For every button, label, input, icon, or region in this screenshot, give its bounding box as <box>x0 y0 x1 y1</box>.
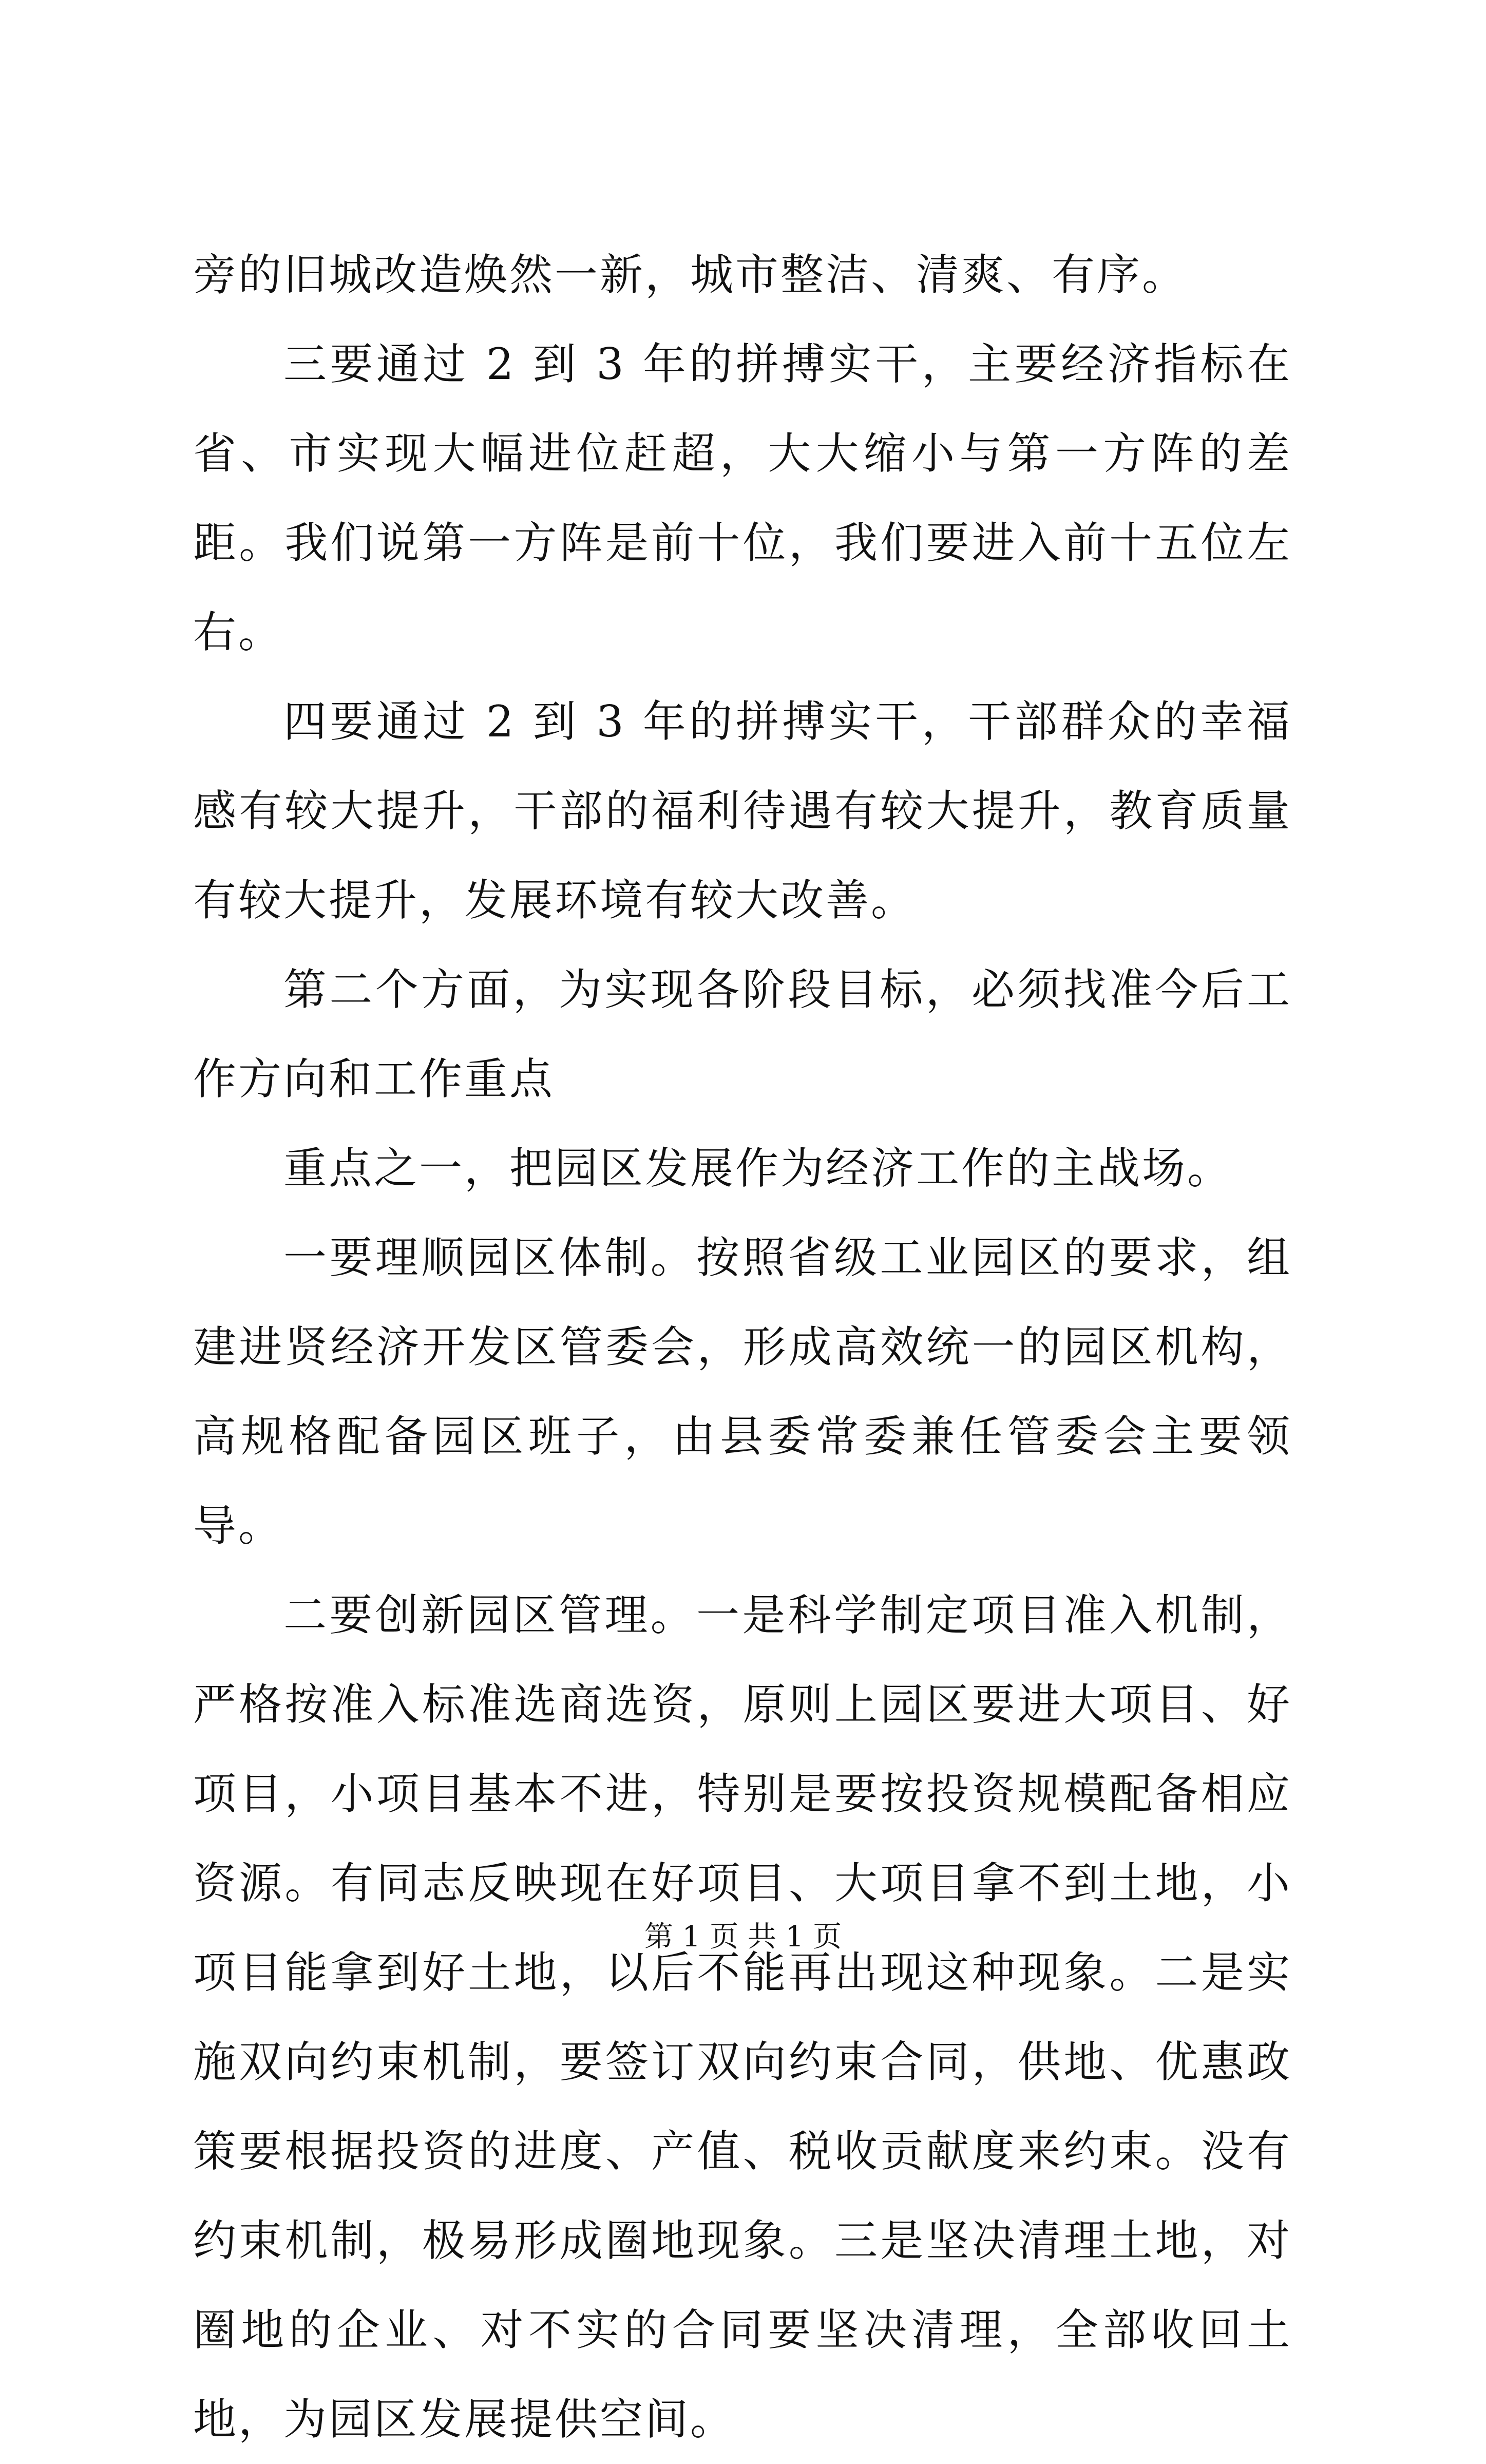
document-body <box>193 230 1292 2464</box>
paragraph-goal-four: 四要通过 2 到 3 年的拼搏实干，干部群众的幸福感有较大提升，干部的福利待遇有较大提升，教育质量有较大提升，发展环境有较大改善。 <box>193 696 1292 925</box>
paragraph-park-system: 一要理顺园区体制。按照省级工业园区的要求，组建进贤经济开发区管委会，形成高效统一的园区机构，高规格配备园区班子，由县委常委兼任管委会主要领导。 <box>193 1233 1292 1551</box>
page-footer: 第 1 页 共 1 页 <box>644 1920 842 1954</box>
paragraph-goal-three: 三要通过 2 到 3 年的拼搏实干，主要经济指标在省、市实现大幅进位赶超，大大缩小与第一方阵的差距。我们说第一方阵是前十位，我们要进入前十五位左右。 <box>193 339 1292 657</box>
paragraph-continuation: 旁的旧城改造焕然一新，城市整洁、清爽、有序。 <box>193 250 1188 300</box>
paragraph-focus-one: 重点之一，把园区发展作为经济工作的主战场。 <box>283 1143 1233 1193</box>
section-heading-second-aspect: 第二个方面，为实现各阶段目标，必须找准今后工作方向和工作重点 <box>193 964 1292 1104</box>
paragraph-park-management: 二要创新园区管理。一是科学制定项目准入机制，严格按准入标准选商选资，原则上园区要进大项目、好项目，小项目基本不进，特别是要按投资规模配备相应资源。有同志反映现在好项目、大项目拿不到土地，小项目能拿到好土地，以后不能再出现这种现象。二是实施双向约束机制，要签订双向约束合同，供地、优惠政策要根据投资的进度、产值、税收贡献度来约束。没有约束机制，极易形成圈地现象。三是坚决清理土地，对圈地的企业、对不实的合同要坚决清理，全部收回土地，为园区发展提供空间。 <box>193 1590 1292 2444</box>
